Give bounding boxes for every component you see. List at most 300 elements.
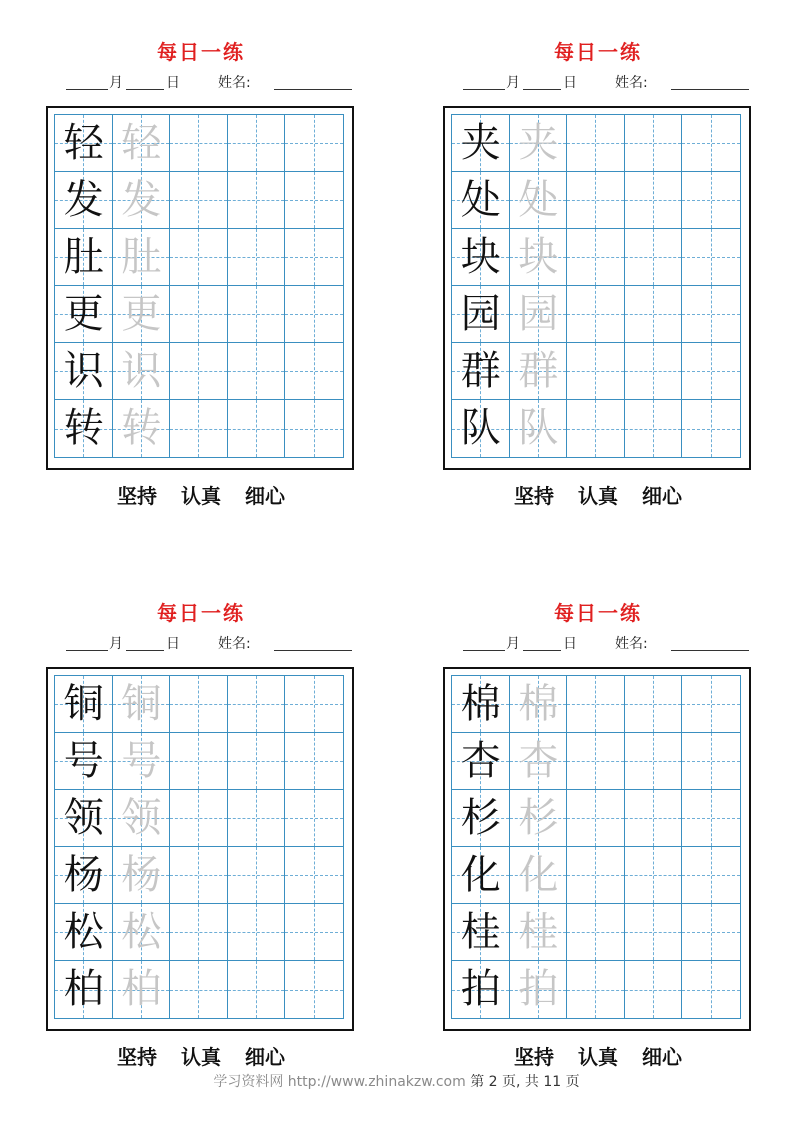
practice-cell[interactable] [170,847,228,904]
writing-grid [451,114,741,458]
cell-center-guide-horizontal [625,143,682,144]
card-title: 每日一练 [157,40,245,64]
name-label: 姓名: [615,636,648,652]
trace-cell [510,961,568,1018]
month-blank[interactable] [463,650,505,651]
month-label: 月 [109,636,123,652]
motto [443,1041,753,1070]
model-character: 处 [460,177,501,223]
cell-center-guide-horizontal [625,818,682,819]
trace-cell [510,904,568,961]
motto-word: 细心 [642,484,682,508]
date-name-line [443,633,753,653]
cell-center-guide-horizontal [285,704,343,705]
model-cell [55,790,113,847]
cell-center-guide-horizontal [170,257,227,258]
practice-cell[interactable] [228,400,286,457]
cell-center-guide-horizontal [285,429,343,430]
name-blank[interactable] [274,650,352,651]
cell-center-guide-horizontal [682,257,740,258]
motto-word: 认真 [181,1045,221,1069]
model-character: 杉 [460,795,501,841]
motto-word: 坚持 [117,1045,157,1069]
practice-cell[interactable] [567,961,625,1018]
cell-center-guide-horizontal [285,200,343,201]
practice-cell[interactable] [625,733,683,790]
practice-cell[interactable] [170,172,228,229]
model-character: 转 [63,405,104,451]
practice-cell[interactable] [682,790,740,847]
motto [46,1041,356,1070]
trace-character: 肚 [121,234,162,280]
cell-center-guide-horizontal [682,818,740,819]
trace-character: 处 [518,177,559,223]
cell-center-guide-horizontal [285,761,343,762]
cell-center-guide-horizontal [682,875,740,876]
practice-cell[interactable] [625,286,683,343]
practice-cell[interactable] [682,172,740,229]
cell-center-guide-horizontal [170,314,227,315]
practice-cell[interactable] [170,400,228,457]
name-blank[interactable] [671,650,749,651]
model-character: 发 [63,177,104,223]
practice-cell[interactable] [625,847,683,904]
name-blank[interactable] [274,89,352,90]
model-cell [452,904,510,961]
trace-character: 杉 [518,795,559,841]
model-character: 棉 [460,681,501,727]
cell-center-guide-horizontal [228,371,285,372]
practice-card [443,36,753,506]
writing-grid [451,675,741,1019]
practice-cell[interactable] [170,229,228,286]
cell-center-guide-horizontal [625,875,682,876]
motto [46,480,356,509]
practice-cell[interactable] [170,961,228,1018]
cell-center-guide-horizontal [228,257,285,258]
model-character: 块 [460,234,501,280]
trace-cell [113,172,171,229]
day-label: 日 [166,75,180,91]
practice-cell[interactable] [682,676,740,733]
cell-center-guide-horizontal [285,875,343,876]
practice-cell[interactable] [625,229,683,286]
model-character: 更 [63,291,104,337]
model-character: 桂 [460,909,501,955]
motto-word: 坚持 [514,1045,554,1069]
model-character: 园 [460,291,501,337]
writing-grid-frame [443,106,751,470]
trace-character: 领 [121,795,162,841]
practice-cell[interactable] [567,904,625,961]
trace-character: 棉 [518,681,559,727]
cell-center-guide-horizontal [170,875,227,876]
motto-word: 认真 [181,484,221,508]
practice-cell[interactable] [285,286,343,343]
cell-center-guide-horizontal [228,932,285,933]
practice-cell[interactable] [228,733,286,790]
trace-character: 铜 [121,681,162,727]
trace-cell [113,676,171,733]
cell-center-guide-horizontal [682,704,740,705]
cell-center-guide-horizontal [567,875,624,876]
cell-center-guide-horizontal [567,990,624,991]
cell-center-guide-horizontal [170,429,227,430]
trace-cell [510,115,568,172]
trace-character: 识 [121,348,162,394]
date-name-line [46,72,356,92]
name-label: 姓名: [218,636,251,652]
trace-cell [113,790,171,847]
model-cell [452,229,510,286]
cell-center-guide-horizontal [228,429,285,430]
motto-word: 细心 [642,1045,682,1069]
trace-cell [510,229,568,286]
cell-center-guide-horizontal [285,818,343,819]
cell-center-guide-horizontal [567,761,624,762]
model-cell [452,400,510,457]
trace-character: 队 [518,405,559,451]
month-blank[interactable] [463,89,505,90]
trace-cell [510,790,568,847]
model-character: 松 [63,909,104,955]
trace-character: 更 [121,291,162,337]
practice-cell[interactable] [228,229,286,286]
trace-cell [113,286,171,343]
practice-cell[interactable] [170,676,228,733]
writing-grid-frame [46,106,354,470]
trace-cell [113,961,171,1018]
trace-cell [510,400,568,457]
trace-character: 夹 [518,120,559,166]
motto-word: 认真 [578,1045,618,1069]
cell-center-guide-horizontal [285,371,343,372]
model-cell [452,115,510,172]
name-label: 姓名: [615,75,648,91]
model-character: 号 [63,738,104,784]
cell-center-guide-horizontal [170,818,227,819]
practice-cell[interactable] [228,676,286,733]
name-label: 姓名: [218,75,251,91]
trace-cell [113,400,171,457]
cell-center-guide-horizontal [170,761,227,762]
day-blank[interactable] [523,650,561,651]
practice-cell[interactable] [285,961,343,1018]
practice-cell[interactable] [567,343,625,400]
cell-center-guide-horizontal [625,257,682,258]
trace-character: 柏 [121,966,162,1012]
model-cell [55,286,113,343]
practice-cell[interactable] [682,115,740,172]
cell-center-guide-horizontal [567,704,624,705]
month-blank[interactable] [66,89,108,90]
model-character: 杨 [63,852,104,898]
practice-cell[interactable] [682,286,740,343]
practice-cell[interactable] [682,400,740,457]
cell-center-guide-horizontal [625,314,682,315]
practice-cell[interactable] [228,961,286,1018]
practice-cell[interactable] [285,676,343,733]
cell-center-guide-horizontal [682,143,740,144]
practice-cell[interactable] [625,676,683,733]
motto [443,480,753,509]
model-character: 夹 [460,120,501,166]
model-cell [55,400,113,457]
model-character: 肚 [63,234,104,280]
practice-cell[interactable] [228,343,286,400]
day-blank[interactable] [523,89,561,90]
model-cell [55,115,113,172]
trace-cell [510,733,568,790]
trace-character: 松 [121,909,162,955]
model-cell [55,172,113,229]
practice-cell[interactable] [567,790,625,847]
cell-center-guide-horizontal [567,143,624,144]
cell-center-guide-horizontal [682,429,740,430]
cell-center-guide-horizontal [682,200,740,201]
day-label: 日 [166,636,180,652]
cell-center-guide-horizontal [228,143,285,144]
cell-center-guide-horizontal [285,314,343,315]
cell-center-guide-horizontal [567,371,624,372]
month-label: 月 [506,636,520,652]
practice-cell[interactable] [682,733,740,790]
model-character: 拍 [460,966,501,1012]
trace-cell [113,229,171,286]
writing-grid-frame [443,667,751,1031]
model-cell [55,961,113,1018]
month-label: 月 [109,75,123,91]
practice-cell[interactable] [682,847,740,904]
model-cell [55,229,113,286]
practice-cell[interactable] [682,343,740,400]
practice-cell[interactable] [625,115,683,172]
model-cell [452,172,510,229]
cell-center-guide-horizontal [682,371,740,372]
practice-cell[interactable] [170,790,228,847]
card-title: 每日一练 [554,40,642,64]
model-character: 群 [460,348,501,394]
practice-cell[interactable] [285,904,343,961]
day-blank[interactable] [126,89,164,90]
practice-cell[interactable] [625,172,683,229]
practice-cell[interactable] [625,343,683,400]
day-label: 日 [563,636,577,652]
model-character: 轻 [63,120,104,166]
month-blank[interactable] [66,650,108,651]
model-cell [55,847,113,904]
cell-center-guide-horizontal [170,990,227,991]
card-title: 每日一练 [157,601,245,625]
practice-cell[interactable] [285,400,343,457]
trace-character: 园 [518,291,559,337]
footer-page-info: 第 2 页, 共 11 页 [470,1074,580,1090]
cell-center-guide-horizontal [625,704,682,705]
cell-center-guide-horizontal [285,257,343,258]
practice-cell[interactable] [228,904,286,961]
cell-center-guide-horizontal [228,990,285,991]
practice-card [46,597,356,1067]
practice-cell[interactable] [567,733,625,790]
practice-cell[interactable] [625,904,683,961]
practice-cell[interactable] [285,790,343,847]
practice-cell[interactable] [170,904,228,961]
trace-cell [510,286,568,343]
model-character: 领 [63,795,104,841]
motto-word: 细心 [245,484,285,508]
model-cell [452,343,510,400]
practice-card [46,36,356,506]
page-footer [0,1071,793,1091]
cell-center-guide-horizontal [567,932,624,933]
practice-cell[interactable] [682,961,740,1018]
cell-center-guide-horizontal [625,200,682,201]
model-cell [55,904,113,961]
trace-character: 杏 [518,738,559,784]
model-character: 队 [460,405,501,451]
practice-cell[interactable] [567,676,625,733]
model-character: 杏 [460,738,501,784]
trace-cell [113,343,171,400]
motto-word: 认真 [578,484,618,508]
trace-cell [113,904,171,961]
practice-cell[interactable] [170,733,228,790]
model-cell [55,676,113,733]
trace-character: 轻 [121,120,162,166]
cell-center-guide-horizontal [567,818,624,819]
cell-center-guide-horizontal [625,371,682,372]
trace-cell [510,343,568,400]
practice-cell[interactable] [567,172,625,229]
practice-cell[interactable] [682,229,740,286]
cell-center-guide-horizontal [625,761,682,762]
cell-center-guide-horizontal [170,932,227,933]
model-cell [452,733,510,790]
cell-center-guide-horizontal [682,314,740,315]
trace-character: 转 [121,405,162,451]
practice-cell[interactable] [285,229,343,286]
cell-center-guide-horizontal [228,875,285,876]
model-cell [452,961,510,1018]
cell-center-guide-horizontal [285,143,343,144]
practice-card [443,597,753,1067]
cell-center-guide-horizontal [228,704,285,705]
trace-character: 群 [518,348,559,394]
motto-word: 坚持 [117,484,157,508]
cell-center-guide-horizontal [170,143,227,144]
day-blank[interactable] [126,650,164,651]
date-name-line [46,633,356,653]
cell-center-guide-horizontal [228,761,285,762]
cell-center-guide-horizontal [228,200,285,201]
model-cell [452,790,510,847]
cell-center-guide-horizontal [170,704,227,705]
practice-cell[interactable] [228,286,286,343]
practice-cell[interactable] [285,343,343,400]
cell-center-guide-horizontal [285,990,343,991]
cell-center-guide-horizontal [567,257,624,258]
practice-cell[interactable] [228,847,286,904]
date-name-line [443,72,753,92]
trace-cell [113,847,171,904]
card-title: 每日一练 [554,601,642,625]
cell-center-guide-horizontal [170,371,227,372]
practice-cell[interactable] [567,115,625,172]
practice-cell[interactable] [625,961,683,1018]
trace-character: 桂 [518,909,559,955]
writing-grid [54,114,344,458]
practice-cell[interactable] [228,115,286,172]
model-cell [452,847,510,904]
trace-cell [510,172,568,229]
trace-character: 块 [518,234,559,280]
cell-center-guide-horizontal [228,314,285,315]
practice-cell[interactable] [567,229,625,286]
trace-character: 号 [121,738,162,784]
cell-center-guide-horizontal [567,429,624,430]
practice-cell[interactable] [567,847,625,904]
cell-center-guide-horizontal [567,200,624,201]
model-character: 化 [460,852,501,898]
practice-cell[interactable] [285,733,343,790]
practice-cell[interactable] [170,343,228,400]
practice-cell[interactable] [285,115,343,172]
cell-center-guide-horizontal [625,932,682,933]
cell-center-guide-horizontal [567,314,624,315]
model-character: 铜 [63,681,104,727]
practice-cell[interactable] [285,172,343,229]
practice-cell[interactable] [170,115,228,172]
practice-cell[interactable] [228,172,286,229]
practice-cell[interactable] [170,286,228,343]
trace-cell [510,676,568,733]
motto-word: 细心 [245,1045,285,1069]
trace-character: 杨 [121,852,162,898]
practice-cell[interactable] [228,790,286,847]
cell-center-guide-horizontal [625,429,682,430]
month-label: 月 [506,75,520,91]
model-character: 柏 [63,966,104,1012]
cell-center-guide-horizontal [285,932,343,933]
trace-cell [113,733,171,790]
practice-cell[interactable] [682,904,740,961]
model-cell [55,343,113,400]
motto-word: 坚持 [514,484,554,508]
cell-center-guide-horizontal [170,200,227,201]
cell-center-guide-horizontal [625,990,682,991]
cell-center-guide-horizontal [682,761,740,762]
writing-grid-frame [46,667,354,1031]
trace-character: 化 [518,852,559,898]
cell-center-guide-horizontal [682,932,740,933]
trace-cell [510,847,568,904]
practice-cell[interactable] [567,286,625,343]
writing-grid [54,675,344,1019]
practice-cell[interactable] [285,847,343,904]
model-cell [452,286,510,343]
cell-center-guide-horizontal [682,990,740,991]
model-cell [452,676,510,733]
trace-character: 拍 [518,966,559,1012]
trace-character: 发 [121,177,162,223]
practice-cell[interactable] [567,400,625,457]
practice-cell[interactable] [625,400,683,457]
name-blank[interactable] [671,89,749,90]
model-character: 识 [63,348,104,394]
day-label: 日 [563,75,577,91]
practice-cell[interactable] [625,790,683,847]
trace-cell [113,115,171,172]
